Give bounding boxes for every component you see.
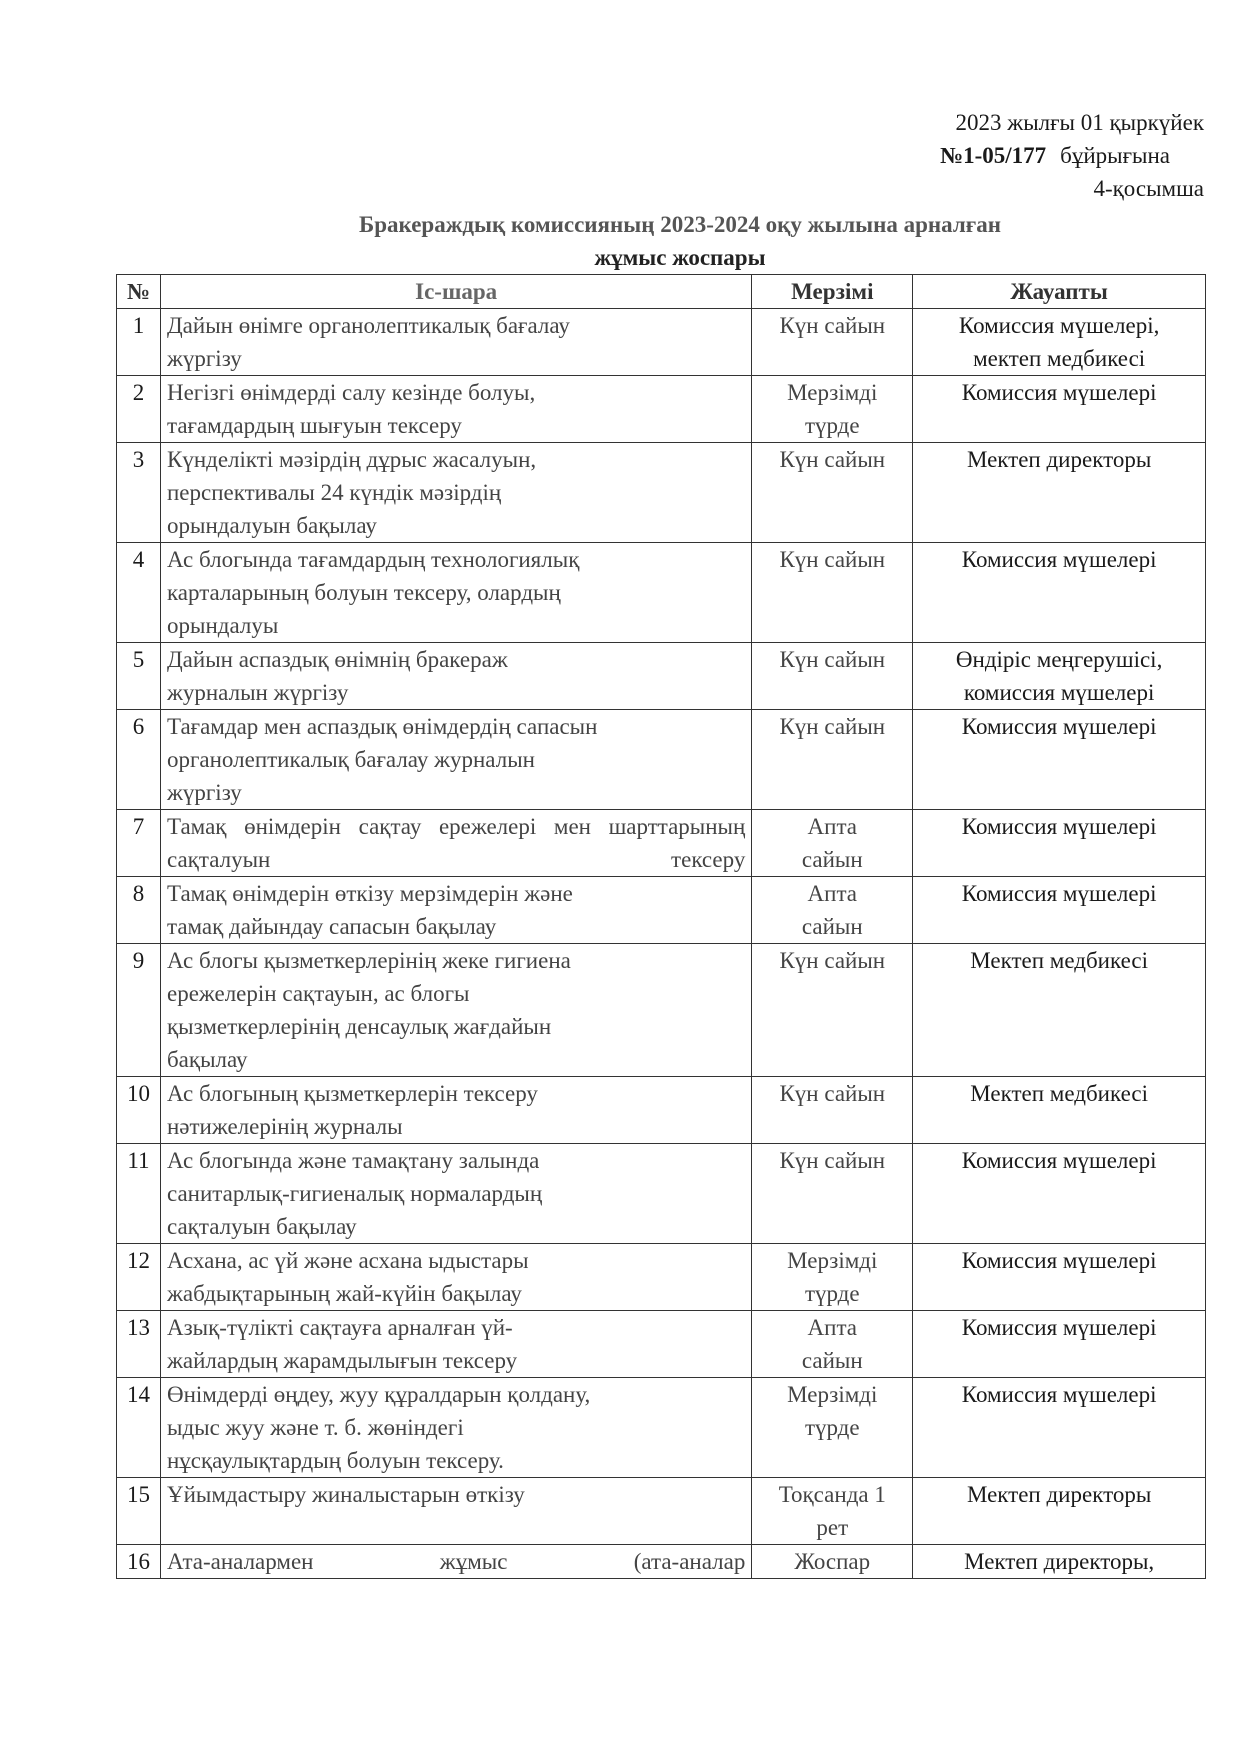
row-term-cell [752, 1077, 913, 1144]
row-responsible: Мектеп медбикесі [970, 1081, 1148, 1106]
appendix-label: 4-қосымша [1093, 176, 1204, 201]
row-event-cell [160, 643, 751, 710]
table-row [117, 643, 1206, 710]
row-number: 14 [126, 1382, 150, 1407]
row-event-cell [160, 1545, 751, 1579]
row-responsible: Мектеп директоры [966, 1482, 1152, 1507]
row-number-cell [117, 543, 161, 643]
row-event-cell [160, 376, 751, 443]
row-event-cell [160, 1077, 751, 1144]
row-term-cell [752, 710, 913, 810]
row-responsible-cell [913, 1545, 1206, 1579]
row-term-cell [752, 443, 913, 543]
table-row [117, 443, 1206, 543]
row-term-cell [752, 1378, 913, 1478]
row-event: Азық-түлікті сақтауға арналған үй- жайлардың жарамдылығын тексеру [166, 1315, 518, 1373]
row-term: Күн сайын [779, 547, 886, 572]
row-responsible: Өндіріс меңгерушісі, комиссия мүшелері [955, 647, 1163, 705]
row-responsible: Мектеп директоры, [964, 1549, 1155, 1574]
table-row [117, 1478, 1206, 1545]
table-row [117, 1378, 1206, 1478]
row-event-cell [160, 877, 751, 944]
title-line-2: жұмыс жоспары [594, 245, 766, 270]
row-number: 3 [132, 447, 145, 472]
row-event: Дайын аспаздық өнімнің бракераж журналын жүргізу [166, 647, 508, 705]
row-event: Ас блогында және тамақтану залында санитарлық-гигиеналық нормалардың сақталуын бақылау [166, 1148, 543, 1239]
row-number: 8 [132, 881, 145, 906]
row-responsible: Мектеп директоры [966, 447, 1152, 472]
row-term-cell [752, 376, 913, 443]
row-event: Тамақ өнімдерін сақтау ережелері мен шарттарының сақталуын тексеру [166, 814, 746, 872]
row-event: Ата-аналармен жұмыс (ата-аналар [166, 1549, 746, 1574]
title-line-1: Бракераждық комиссияның 2023-2024 оқу жылына арналған [359, 212, 1001, 237]
row-responsible: Комиссия мүшелері [961, 1315, 1157, 1340]
row-number-cell [117, 376, 161, 443]
row-term-cell [752, 1545, 913, 1579]
row-responsible-cell [913, 643, 1206, 710]
row-term: Күн сайын [779, 313, 886, 338]
row-term: Мерзімді түрде [787, 380, 878, 438]
row-term-cell [752, 944, 913, 1077]
row-event-cell [160, 309, 751, 376]
row-term: Күн сайын [779, 1148, 886, 1173]
row-number: 2 [132, 380, 145, 405]
row-number: 15 [126, 1482, 150, 1507]
row-responsible-cell [913, 810, 1206, 877]
row-responsible-cell [913, 1311, 1206, 1378]
row-term-cell [752, 1478, 913, 1545]
column-header-event: Іс-шара [160, 275, 751, 309]
row-event: Күнделікті мәзірдің дұрыс жасалуын, перспективалы 24 күндік мәзірдің орындалуын бақылау [166, 447, 537, 538]
row-term: Күн сайын [779, 447, 886, 472]
table-row [117, 376, 1206, 443]
order-suffix: бұйрығына [1060, 143, 1170, 168]
row-number: 7 [132, 814, 145, 839]
row-number-cell [117, 1311, 161, 1378]
row-number: 13 [126, 1315, 150, 1340]
row-responsible: Комиссия мүшелері [961, 714, 1157, 739]
row-event: Ас блогы қызметкерлерінің жеке гигиена ережелерін сақтауын, ас блогы қызметкерлерінің денсаулық жағдайын бақылау [166, 948, 571, 1072]
row-event: Дайын өнімге органолептикалық бағалау жүргізу [166, 313, 570, 371]
work-plan-table [116, 274, 1206, 1579]
row-responsible: Комиссия мүшелері [961, 1148, 1157, 1173]
document-title [230, 208, 1130, 274]
row-term-cell [752, 1311, 913, 1378]
row-number-cell [117, 1378, 161, 1478]
row-event-cell [160, 1244, 751, 1311]
table-row [117, 1144, 1206, 1244]
table-row [117, 1311, 1206, 1378]
row-number-cell [117, 1144, 161, 1244]
row-responsible: Комиссия мүшелері [961, 547, 1157, 572]
row-number-cell [117, 643, 161, 710]
row-term: Апта сайын [801, 814, 863, 872]
row-event: Тамақ өнімдерін өткізу мерзімдерін және тамақ дайындау сапасын бақылау [166, 881, 573, 939]
row-responsible-cell [913, 543, 1206, 643]
row-event: Ас блогында тағамдардың технологиялық карталарының болуын тексеру, олардың орындалуы [166, 547, 580, 638]
row-term: Апта сайын [801, 881, 863, 939]
row-event: Тағамдар мен аспаздық өнімдердің сапасын органолептикалық бағалау журналын жүргізу [166, 714, 598, 805]
row-responsible-cell [913, 1378, 1206, 1478]
row-event-cell [160, 443, 751, 543]
row-term: Жоспар [794, 1549, 871, 1574]
row-term: Күн сайын [779, 647, 886, 672]
row-event-cell [160, 1378, 751, 1478]
row-term: Мерзімді түрде [787, 1382, 878, 1440]
table-row [117, 309, 1206, 376]
row-number: 4 [132, 547, 145, 572]
row-responsible-cell [913, 1244, 1206, 1311]
row-term-cell [752, 810, 913, 877]
row-term-cell [752, 309, 913, 376]
row-number: 12 [126, 1248, 150, 1273]
table-row [117, 877, 1206, 944]
row-number-cell [117, 1478, 161, 1545]
row-responsible: Комиссия мүшелері [961, 1382, 1157, 1407]
row-number: 11 [127, 1148, 150, 1173]
row-number-cell [117, 877, 161, 944]
row-term: Мерзімді түрде [787, 1248, 878, 1306]
row-term-cell [752, 643, 913, 710]
row-responsible-cell [913, 309, 1206, 376]
row-number-cell [117, 810, 161, 877]
row-event: Негізгі өнімдерді салу кезінде болуы, тағамдардың шығуын тексеру [166, 380, 536, 438]
row-event: Ас блогының қызметкерлерін тексеру нәтижелерінің журналы [166, 1081, 538, 1139]
row-responsible: Комиссия мүшелері, мектеп медбикесі [958, 313, 1160, 371]
row-event-cell [160, 1144, 751, 1244]
row-number: 9 [132, 948, 145, 973]
row-event: Ұйымдастыру жиналыстарын өткізу [166, 1482, 525, 1507]
order-reference [940, 106, 1204, 205]
row-event-cell [160, 543, 751, 643]
column-header-term: Мерзімі [752, 275, 913, 309]
row-term-cell [752, 1244, 913, 1311]
row-number-cell [117, 944, 161, 1077]
row-number-cell [117, 1244, 161, 1311]
row-responsible-cell [913, 944, 1206, 1077]
row-number-cell [117, 1077, 161, 1144]
row-event: Асхана, ас үй және асхана ыдыстары жабдықтарының жай-күйін бақылау [166, 1248, 529, 1306]
row-term: Күн сайын [779, 1081, 886, 1106]
table-row [117, 810, 1206, 877]
table-row [117, 1077, 1206, 1144]
row-responsible: Комиссия мүшелері [961, 380, 1157, 405]
table-row [117, 1244, 1206, 1311]
row-responsible: Мектеп медбикесі [970, 948, 1148, 973]
row-event-cell [160, 1311, 751, 1378]
row-number: 5 [132, 647, 145, 672]
row-term-cell [752, 877, 913, 944]
row-responsible-cell [913, 1077, 1206, 1144]
table-row [117, 944, 1206, 1077]
row-term: Тоқсанда 1 рет [778, 1482, 886, 1540]
row-responsible-cell [913, 710, 1206, 810]
row-responsible-cell [913, 1478, 1206, 1545]
row-responsible-cell [913, 1144, 1206, 1244]
row-number: 6 [132, 714, 145, 739]
row-responsible: Комиссия мүшелері [961, 881, 1157, 906]
column-header-number: № [117, 275, 161, 309]
order-number: №1-05/177 [939, 143, 1047, 168]
order-number-line [940, 139, 1170, 172]
row-responsible: Комиссия мүшелері [961, 1248, 1157, 1273]
table-header-row [117, 275, 1206, 309]
table-row [117, 543, 1206, 643]
table-row [117, 1545, 1206, 1579]
table-body [117, 309, 1206, 1579]
row-responsible: Комиссия мүшелері [961, 814, 1157, 839]
row-number-cell [117, 443, 161, 543]
column-header-responsible: Жауапты [913, 275, 1206, 309]
row-responsible-cell [913, 877, 1206, 944]
row-term: Күн сайын [779, 948, 886, 973]
row-term-cell [752, 543, 913, 643]
row-number: 16 [126, 1549, 150, 1574]
row-term-cell [752, 1144, 913, 1244]
row-responsible-cell [913, 376, 1206, 443]
row-number-cell [117, 1545, 161, 1579]
row-event-cell [160, 810, 751, 877]
row-term: Апта сайын [801, 1315, 863, 1373]
row-number: 1 [132, 313, 145, 338]
row-responsible-cell [913, 443, 1206, 543]
row-event-cell [160, 944, 751, 1077]
order-date: 2023 жылғы 01 қыркүйек [955, 110, 1204, 135]
row-number: 10 [126, 1081, 150, 1106]
row-event: Өнімдерді өңдеу, жуу құралдарын қолдану, ыдыс жуу және т. б. жөніндегі нұсқаулықтардың болуын тексеру. [166, 1382, 591, 1473]
row-event-cell [160, 710, 751, 810]
row-term: Күн сайын [779, 714, 886, 739]
row-number-cell [117, 710, 161, 810]
table-row [117, 710, 1206, 810]
row-event-cell [160, 1478, 751, 1545]
row-number-cell [117, 309, 161, 376]
